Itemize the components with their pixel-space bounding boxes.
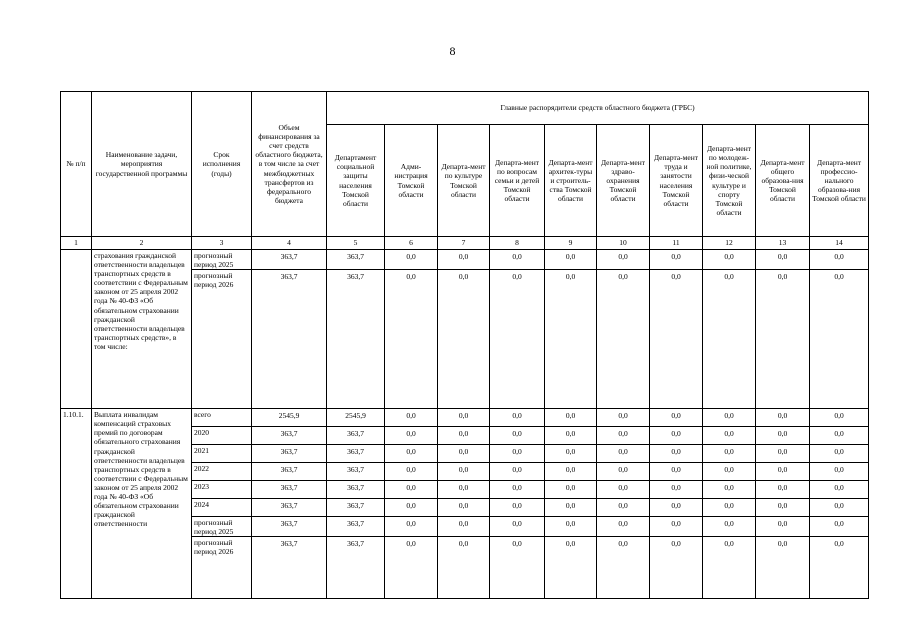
value-cell: 0,0 (545, 250, 597, 270)
row-period: 2023 (192, 481, 252, 499)
value-cell: 0,0 (438, 537, 490, 599)
value-cell: 363,7 (252, 463, 327, 481)
value-cell: 0,0 (703, 517, 756, 537)
value-cell: 0,0 (650, 270, 703, 409)
header-grbs-10: Департа-мент профессио-нального образова-ния Томской области (810, 125, 869, 237)
value-cell: 0,0 (385, 445, 438, 463)
column-number: 3 (192, 237, 252, 250)
column-number: 6 (385, 237, 438, 250)
value-cell: 0,0 (545, 270, 597, 409)
header-grbs-1: Департамент социальной защиты населения Томской области (327, 125, 385, 237)
value-cell: 0,0 (650, 481, 703, 499)
value-cell: 363,7 (327, 499, 385, 517)
value-cell: 363,7 (327, 445, 385, 463)
value-cell: 0,0 (490, 481, 545, 499)
value-cell: 363,7 (252, 481, 327, 499)
value-cell: 0,0 (703, 427, 756, 445)
value-cell: 0,0 (756, 427, 810, 445)
header-grbs-4: Департа-мент по вопросам семьи и детей Томской области (490, 125, 545, 237)
row-number: 1.10.1. (61, 409, 92, 599)
column-number: 1 (61, 237, 92, 250)
value-cell: 0,0 (438, 250, 490, 270)
column-number: 13 (756, 237, 810, 250)
value-cell: 0,0 (810, 481, 869, 499)
value-cell: 0,0 (703, 445, 756, 463)
value-cell: 0,0 (703, 270, 756, 409)
value-cell: 0,0 (545, 463, 597, 481)
value-cell: 0,0 (650, 517, 703, 537)
value-cell: 0,0 (385, 270, 438, 409)
header-grbs-9: Департа-мент общего образова-ния Томской области (756, 125, 810, 237)
value-cell: 0,0 (756, 409, 810, 427)
value-cell: 0,0 (703, 463, 756, 481)
value-cell: 0,0 (438, 463, 490, 481)
value-cell: 0,0 (650, 427, 703, 445)
value-cell: 0,0 (756, 463, 810, 481)
value-cell: 0,0 (810, 409, 869, 427)
value-cell: 0,0 (597, 409, 650, 427)
column-number-row (61, 237, 869, 250)
table-body (61, 250, 869, 599)
row-name: Выплата инвалидам компенсаций страховых премий по договорам обязательного страхования гражданской ответственности владельцев транспортных средств в соответствии с Федеральным законом от 25 апреля 2002 года № 40-ФЗ «Об обязательном страховании гражданской ответственности (92, 409, 192, 599)
value-cell: 0,0 (545, 427, 597, 445)
value-cell: 0,0 (545, 517, 597, 537)
header-grbs-6: Департа-мент здраво-охранения Томской области (597, 125, 650, 237)
value-cell: 0,0 (438, 481, 490, 499)
column-number: 10 (597, 237, 650, 250)
value-cell: 0,0 (650, 445, 703, 463)
row-period: 2020 (192, 427, 252, 445)
value-cell: 0,0 (438, 270, 490, 409)
value-cell: 0,0 (650, 463, 703, 481)
value-cell: 0,0 (703, 409, 756, 427)
value-cell: 0,0 (756, 481, 810, 499)
value-cell: 0,0 (810, 427, 869, 445)
financing-table (60, 91, 869, 599)
row-period: всего (192, 409, 252, 427)
value-cell: 363,7 (252, 250, 327, 270)
row-period: 2022 (192, 463, 252, 481)
value-cell: 363,7 (327, 250, 385, 270)
value-cell: 0,0 (810, 445, 869, 463)
value-cell: 0,0 (385, 499, 438, 517)
value-cell: 0,0 (438, 517, 490, 537)
value-cell: 0,0 (810, 270, 869, 409)
value-cell: 0,0 (490, 409, 545, 427)
value-cell: 0,0 (597, 499, 650, 517)
value-cell: 0,0 (438, 499, 490, 517)
column-number: 12 (703, 237, 756, 250)
value-cell: 0,0 (810, 537, 869, 599)
value-cell: 0,0 (597, 481, 650, 499)
value-cell: 0,0 (756, 445, 810, 463)
row-period: 2021 (192, 445, 252, 463)
value-cell: 0,0 (545, 499, 597, 517)
header-grbs-5: Департа-мент архитек-туры и строитель-ства Томской области (545, 125, 597, 237)
page-number: 8 (449, 44, 456, 58)
value-cell: 0,0 (385, 463, 438, 481)
value-cell: 0,0 (650, 250, 703, 270)
value-cell: 0,0 (703, 499, 756, 517)
value-cell: 0,0 (597, 445, 650, 463)
value-cell: 363,7 (327, 481, 385, 499)
table-row (61, 409, 869, 427)
value-cell: 0,0 (545, 409, 597, 427)
header-num: № п/п (61, 92, 92, 237)
column-number: 8 (490, 237, 545, 250)
value-cell: 2545,9 (327, 409, 385, 427)
value-cell: 0,0 (756, 517, 810, 537)
value-cell: 0,0 (385, 250, 438, 270)
value-cell: 0,0 (545, 481, 597, 499)
column-number: 4 (252, 237, 327, 250)
value-cell: 0,0 (597, 270, 650, 409)
value-cell: 0,0 (810, 463, 869, 481)
value-cell: 0,0 (385, 409, 438, 427)
value-cell: 363,7 (327, 463, 385, 481)
value-cell: 0,0 (490, 517, 545, 537)
column-number: 11 (650, 237, 703, 250)
value-cell: 0,0 (703, 537, 756, 599)
value-cell: 0,0 (385, 481, 438, 499)
header-grbs-2: Адми-нистрация Томской области (385, 125, 438, 237)
header-grbs-7: Департа-мент труда и занятости населения Томской области (650, 125, 703, 237)
value-cell: 0,0 (490, 463, 545, 481)
value-cell: 0,0 (597, 517, 650, 537)
column-number: 7 (438, 237, 490, 250)
column-number: 5 (327, 237, 385, 250)
value-cell: 0,0 (650, 537, 703, 599)
value-cell: 0,0 (545, 445, 597, 463)
value-cell: 0,0 (385, 517, 438, 537)
value-cell: 0,0 (438, 409, 490, 427)
row-period: прогнозный период 2026 (192, 270, 252, 409)
value-cell: 0,0 (597, 463, 650, 481)
value-cell: 0,0 (703, 250, 756, 270)
header-grbs-8: Департа-мент по молодеж-ной политике, физи-ческой культуре и спорту Томской области (703, 125, 756, 237)
value-cell: 0,0 (756, 250, 810, 270)
value-cell: 0,0 (756, 270, 810, 409)
value-cell: 0,0 (597, 537, 650, 599)
value-cell: 0,0 (650, 499, 703, 517)
value-cell: 0,0 (385, 537, 438, 599)
value-cell: 363,7 (252, 445, 327, 463)
value-cell: 363,7 (327, 537, 385, 599)
value-cell: 0,0 (385, 427, 438, 445)
value-cell: 363,7 (327, 427, 385, 445)
value-cell: 363,7 (327, 517, 385, 537)
column-number: 2 (92, 237, 192, 250)
row-period: прогнозный период 2025 (192, 517, 252, 537)
value-cell: 2545,9 (252, 409, 327, 427)
value-cell: 0,0 (810, 499, 869, 517)
value-cell: 0,0 (490, 427, 545, 445)
value-cell: 363,7 (252, 427, 327, 445)
value-cell: 363,7 (252, 499, 327, 517)
value-cell: 0,0 (490, 270, 545, 409)
value-cell: 0,0 (756, 499, 810, 517)
value-cell: 0,0 (545, 537, 597, 599)
header-grbs-3: Департа-мент по культуре Томской области (438, 125, 490, 237)
column-number: 14 (810, 237, 869, 250)
row-period: прогнозный период 2026 (192, 537, 252, 599)
value-cell: 0,0 (438, 427, 490, 445)
value-cell: 363,7 (252, 270, 327, 409)
row-name: страхования гражданской ответственности владельцев транспортных средств в соответствии с Федеральным законом от 25 апреля 2002 года № 40-ФЗ «Об обязательном страховании гражданской ответственности владельцев транспортных средств», в том числе: (92, 250, 192, 409)
value-cell: 0,0 (810, 517, 869, 537)
table-header (61, 92, 869, 250)
value-cell: 363,7 (327, 270, 385, 409)
value-cell: 0,0 (490, 250, 545, 270)
table-row (61, 250, 869, 270)
row-period: прогнозный период 2025 (192, 250, 252, 270)
value-cell: 0,0 (597, 427, 650, 445)
row-number (61, 250, 92, 409)
value-cell: 0,0 (597, 250, 650, 270)
value-cell: 0,0 (490, 537, 545, 599)
value-cell: 0,0 (756, 537, 810, 599)
header-name: Наименование задачи, мероприятия государственной программы (92, 92, 192, 237)
value-cell: 0,0 (810, 250, 869, 270)
row-period: 2024 (192, 499, 252, 517)
column-number: 9 (545, 237, 597, 250)
header-term: Срок исполнения (годы) (192, 92, 252, 237)
value-cell: 0,0 (490, 499, 545, 517)
value-cell: 363,7 (252, 517, 327, 537)
value-cell: 0,0 (490, 445, 545, 463)
value-cell: 0,0 (438, 445, 490, 463)
header-grbs-group: Главные распорядители средств областного бюджета (ГРБС) (327, 92, 869, 125)
value-cell: 0,0 (703, 481, 756, 499)
value-cell: 363,7 (252, 537, 327, 599)
header-volume: Объем финансирования за счет средств областного бюджета, в том числе за счет межбюджетных трансфертов из федерального бюджета (252, 92, 327, 237)
value-cell: 0,0 (650, 409, 703, 427)
